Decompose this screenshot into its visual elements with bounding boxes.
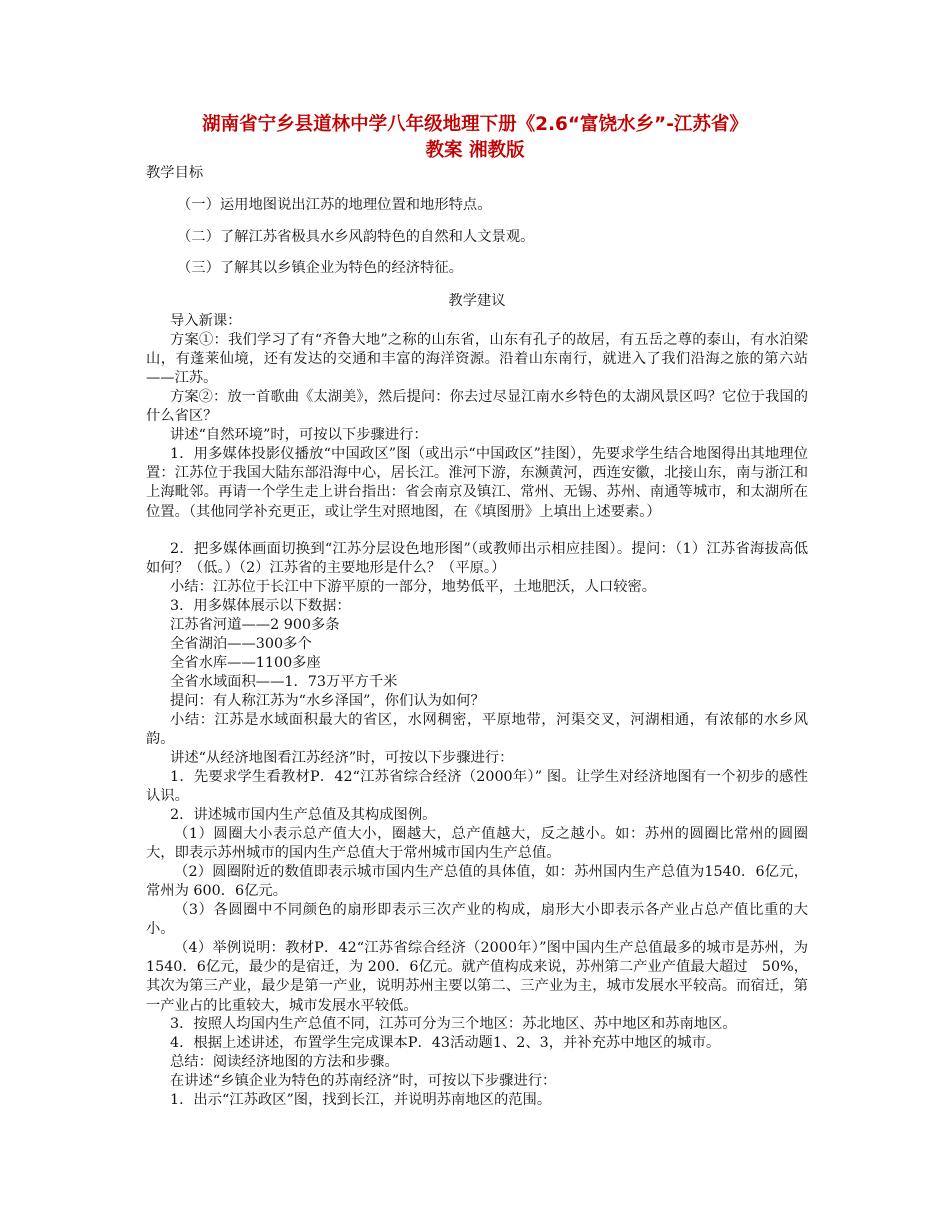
paragraph-economy-step-2a: （1）圆圈大小表示总产值大小，圈越大，总产值越大，反之越小。如：苏州的圆圈比常州的圆圈大，即表示苏州城市的国内生产总值大于常州城市国内生产总值。 xyxy=(146,826,808,862)
paragraph-economy-step-2c: （3）各圆圈中不同颜色的扇形即表示三次产业的构成，扇形大小即表示各产业占总产值比重的大小。 xyxy=(146,902,808,938)
data-line-rivers: 江苏省河道——2 900多条 xyxy=(170,617,340,633)
paragraph-summary-2: 小结：江苏是水域面积最大的省区，水网稠密，平原地带，河渠交叉，河湖相通，有浓郁的水乡风韵。 xyxy=(146,712,808,748)
paragraph-nature-step-3: 3．用多媒体展示以下数据： xyxy=(170,598,351,614)
data-line-water-area: 全省水域面积——1．73万平方千米 xyxy=(170,674,398,690)
paragraph-summary-3: 总结：阅读经济地图的方法和步骤。 xyxy=(170,1054,399,1070)
paragraph-nature-step-2: 2．把多媒体画面切换到“江苏分层设色地形图”（或教师出示相应挂图）。提问：（1）江苏省海拔高低如何？（低。）（2）江苏省的主要地形是什么？（平原。） xyxy=(146,541,808,577)
paragraph-summary-1: 小结：江苏位于长江中下游平原的一部分，地势低平，土地肥沃，人口较密。 xyxy=(170,579,657,595)
paragraph-economy-step-2b: （2）圆圈附近的数值即表示城市国内生产总值的具体值，如：苏州国内生产总值为1540．6亿元，常州为 600．6亿元。 xyxy=(146,864,808,900)
paragraph-town-step-1: 1．出示“江苏政区”图，找到长江，并说明苏南地区的范围。 xyxy=(170,1092,552,1108)
goal-item-2: （二）了解江苏省极具水乡风韵特色的自然和人文景观。 xyxy=(177,229,535,245)
section-heading-goals: 教学目标 xyxy=(146,165,204,181)
data-line-lakes: 全省湖泊——300多个 xyxy=(170,636,312,652)
paragraph-economy-step-4: 4．根据上述讲述，布置学生完成课本P．43活动题1、2、3，并补充苏中地区的城市。 xyxy=(170,1035,721,1051)
title-line-1: 湖南省宁乡县道林中学八年级地理下册《2.6“富饶水乡”-江苏省》 xyxy=(202,114,748,135)
paragraph-intro: 导入新课： xyxy=(170,313,242,329)
section-heading-suggestions: 教学建议 xyxy=(448,293,506,309)
paragraph-plan-1: 方案①：我们学习了有“齐鲁大地”之称的山东省，山东有孔子的故居，有五岳之尊的泰山，有水泊梁山，有蓬莱仙境，还有发达的交通和丰富的海洋资源。沿着山东南行，就进入了我们沿海之旅的第六站——江苏。 xyxy=(146,332,808,387)
paragraph-town-intro: 在讲述“乡镇企业为特色的苏南经济”时，可按以下步骤进行： xyxy=(170,1073,557,1089)
document-title xyxy=(150,112,800,164)
goal-item-3: （三）了解其以乡镇企业为特色的经济特征。 xyxy=(177,260,463,276)
goal-item-1: （一）运用地图说出江苏的地理位置和地形特点。 xyxy=(177,197,492,213)
paragraph-economy-intro: 讲述“从经济地图看江苏经济”时，可按以下步骤进行： xyxy=(170,750,514,766)
paragraph-question: 提问：有人称江苏为“水乡泽国”，你们认为如何？ xyxy=(170,693,485,709)
paragraph-plan-2: 方案②：放一首歌曲《太湖美》，然后提问：你去过尽显江南水乡特色的太湖风景区吗？它位于我国的什么省区？ xyxy=(146,389,808,425)
title-line-2: 教案 湘教版 xyxy=(425,140,525,161)
paragraph-economy-step-1: 1．先要求学生看教材P．42“江苏省综合经济（2000年）” 图。让学生对经济地图有一个初步的感性认识。 xyxy=(146,769,808,805)
paragraph-economy-step-2d: （4）举例说明：教材P．42“江苏省综合经济（2000年）”图中国内生产总值最多的城市是苏州，为 1540．6亿元，最少的是宿迁，为 200．6亿元。就产值构成来说，苏州第二产业产值最大超过 50%，其次为第三产业，最少是第一产业，说明苏州主要以第二、三产业为主，城市发展水平较高。而宿迁，第一产业占的比重较大，城市发展水平较低。 xyxy=(146,940,808,1014)
paragraph-nature-intro: 讲述“自然环境”时，可按以下步骤进行： xyxy=(170,427,428,443)
data-line-reservoirs: 全省水库——1100多座 xyxy=(170,655,321,671)
paragraph-nature-step-1: 1．用多媒体投影仪播放“中国政区”图（或出示“中国政区”挂图），先要求学生结合地图得出其地理位置：江苏位于我国大陆东部沿海中心，居长江。淮河下游，东濒黄河，西连安徽，北接山东，南与浙江和上海毗邻。再请一个学生走上讲台指出：省会南京及镇江、常州、无锡、苏州、南通等城市，和太湖所在位置。（其他同学补充更正，或让学生对照地图，在《填图册》上填出上述要素。） xyxy=(146,446,808,520)
paragraph-economy-step-3: 3．按照人均国内生产总值不同，江苏可分为三个地区：苏北地区、苏中地区和苏南地区。 xyxy=(170,1016,737,1032)
paragraph-economy-step-2: 2．讲述城市国内生产总值及其构成图例。 xyxy=(170,807,437,823)
